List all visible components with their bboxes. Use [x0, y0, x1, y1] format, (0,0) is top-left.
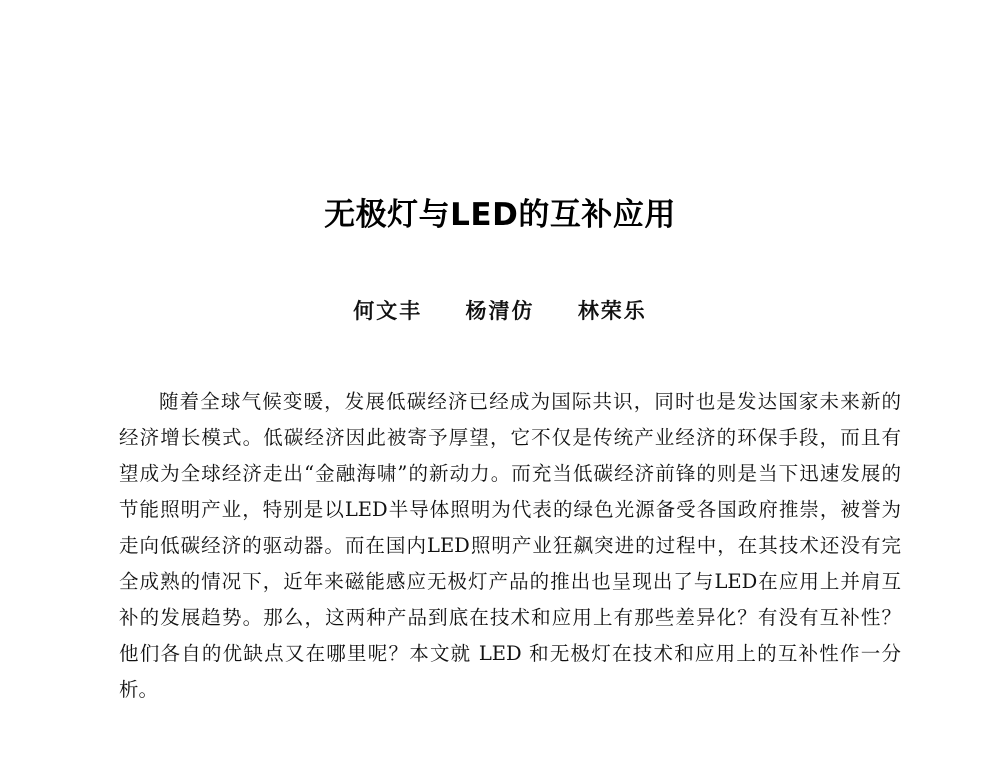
paragraph-line: 他们各自的优缺点又在哪里呢？本文就 LED 和无极灯在技术和应用上的互补性作一分 — [119, 642, 901, 665]
author-name: 林荣乐 — [577, 298, 647, 323]
author-name: 杨清仿 — [465, 298, 535, 323]
paragraph-line: 随着全球气候变暖，发展低碳经济已经成为国际共识，同时也是发达国家未来新的 — [159, 390, 901, 413]
paragraph-line: 析。 — [119, 678, 159, 701]
paragraph-line: 节能照明产业，特别是以LED半导体照明为代表的绿色光源备受各国政府推崇，被誉为 — [119, 498, 901, 521]
paragraph-line: 全成熟的情况下，近年来磁能感应无极灯产品的推出也呈现出了与LED在应用上并肩互 — [119, 570, 901, 593]
author-name: 何文丰 — [353, 298, 423, 323]
paragraph-line: 望成为全球经济走出“金融海啸”的新动力。而充当低碳经济前锋的则是当下迅速发展的 — [119, 462, 901, 485]
paragraph-line: 经济增长模式。低碳经济因此被寄予厚望，它不仅是传统产业经济的环保手段，而且有 — [119, 426, 901, 449]
author-list — [0, 296, 1000, 326]
body-paragraph — [119, 384, 901, 708]
paragraph-line: 走向低碳经济的驱动器。而在国内LED照明产业狂飙突进的过程中，在其技术还没有完 — [119, 534, 901, 557]
paragraph-line: 补的发展趋势。那么，这两种产品到底在技术和应用上有那些差异化？有没有互补性？ — [119, 606, 901, 629]
article-title: 无极灯与LED的互补应用 — [324, 197, 676, 233]
